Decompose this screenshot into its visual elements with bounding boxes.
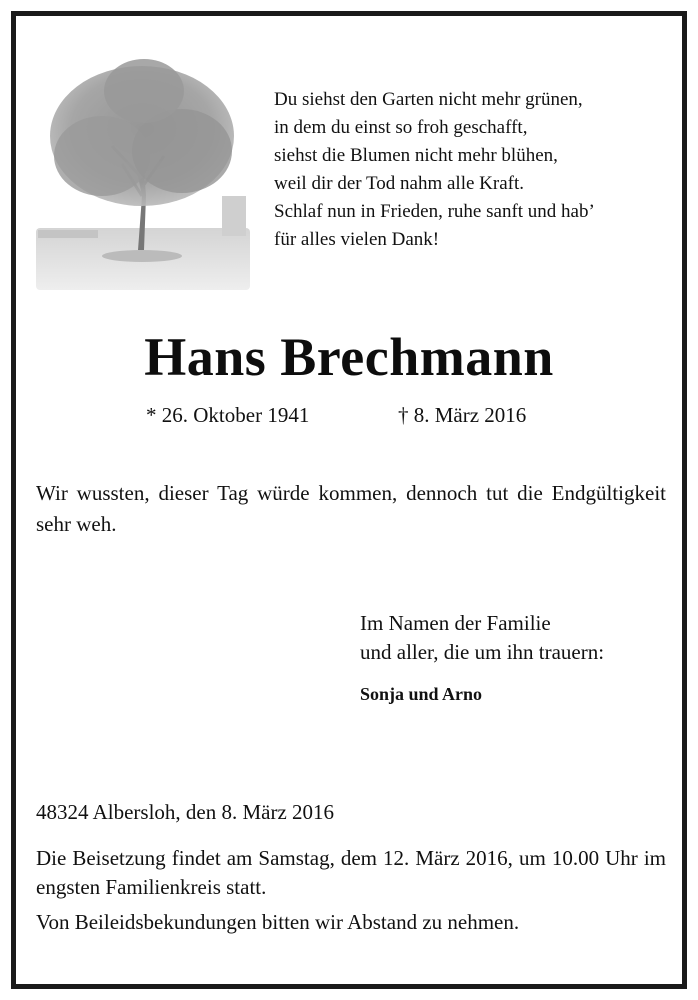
signers: Sonja und Arno (360, 684, 483, 704)
family-block (360, 609, 604, 667)
tree-icon (32, 46, 254, 296)
birth-date: * 26. Oktober 1941 (146, 403, 310, 427)
poem-line: in dem du einst so froh geschafft, (274, 117, 528, 138)
place-date: 48324 Albersloh, den 8. März 2016 (36, 800, 335, 824)
funeral-info: Die Beisetzung findet am Samstag, dem 12. März 2016, um 10.00 Uhr im engsten Familienkreis statt. (36, 846, 666, 899)
deceased-name: Hans Brechmann (144, 327, 554, 387)
poem-line: Du siehst den Garten nicht mehr grünen, (274, 89, 583, 110)
family-line: Im Namen der Familie (360, 611, 551, 635)
poem-line: siehst die Blumen nicht mehr blühen, (274, 145, 558, 166)
mourning-message: Wir wussten, dieser Tag würde kommen, dennoch tut die Endgültigkeit sehr weh. (36, 481, 666, 536)
poem (274, 86, 595, 254)
condolence-note: Von Beileidsbekundungen bitten wir Abstand zu nehmen. (36, 910, 520, 934)
death-date: † 8. März 2016 (398, 403, 527, 427)
poem-line: für alles vielen Dank! (274, 229, 440, 250)
family-line: und aller, die um ihn trauern: (360, 640, 605, 664)
poem-line: weil dir der Tod nahm alle Kraft. (274, 173, 524, 194)
poem-line: Schlaf nun in Frieden, ruhe sanft und hab’ (274, 201, 595, 222)
